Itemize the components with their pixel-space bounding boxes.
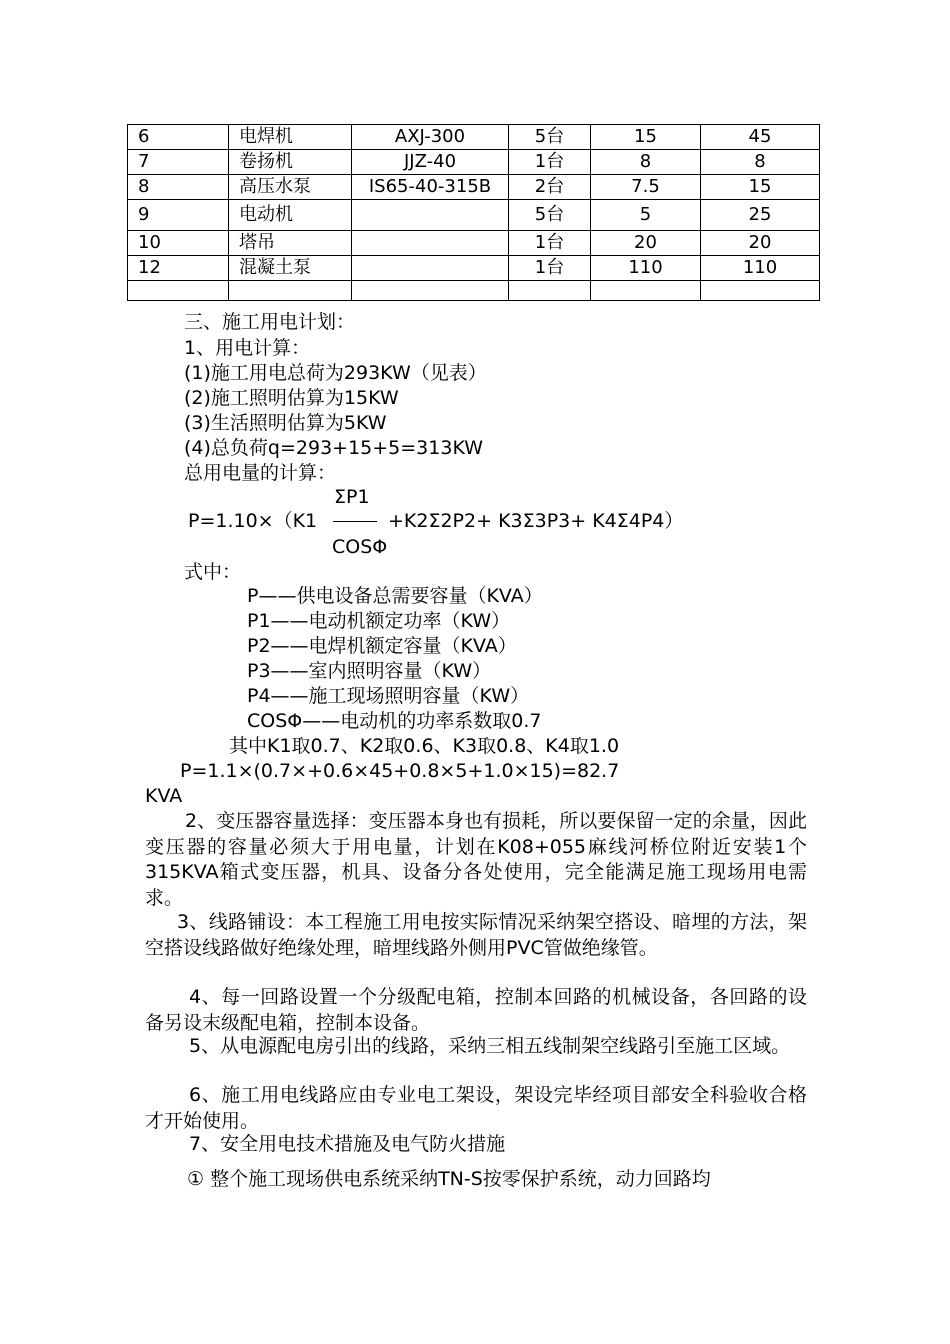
table-cell-name (229, 281, 352, 301)
table-cell-no: 10 (128, 231, 229, 256)
table-cell-name: 电焊机 (229, 125, 352, 150)
table-cell-name: 混凝土泵 (229, 256, 352, 281)
item7-heading: 7、安全用电技术措施及电气防火措施 (189, 1133, 506, 1155)
formula-denominator: COSΦ (332, 536, 388, 558)
calc-item-2: (2)施工照明估算为15KW (184, 387, 399, 409)
table-cell-name: 卷扬机 (229, 150, 352, 175)
definition-p3: P3——室内照明容量（KW） (247, 660, 492, 682)
calc-item-1: (1)施工用电总荷为293KW（见表） (184, 362, 487, 384)
formula-rest: +K2Σ2P2+ K3Σ3P3+ K4Σ4P4） (388, 510, 684, 532)
fraction-bar (333, 521, 377, 522)
table-cell-power: 5 (591, 200, 701, 231)
table-row (128, 200, 820, 231)
definition-p4: P4——施工现场照明容量（KW） (247, 685, 530, 707)
table-cell-model (352, 200, 509, 231)
table-cell-total: 8 (701, 150, 820, 175)
result-unit: KVA (145, 785, 183, 807)
table-row (128, 256, 820, 281)
table-cell-total: 15 (701, 175, 820, 200)
calc-item-4: (4)总负荷q=293+15+5=313KW (184, 437, 484, 459)
table-cell-no (128, 281, 229, 301)
table-cell-power: 110 (591, 256, 701, 281)
table-cell-no: 7 (128, 150, 229, 175)
table-cell-model (352, 256, 509, 281)
definition-cos: COSΦ——电动机的功率系数取0.7 (247, 710, 542, 732)
table-cell-power: 8 (591, 150, 701, 175)
table-cell-total: 25 (701, 200, 820, 231)
where-label: 式中： (184, 561, 242, 583)
table-cell-model (352, 231, 509, 256)
table-cell-power: 15 (591, 125, 701, 150)
table-row (128, 231, 820, 256)
table-cell-no: 6 (128, 125, 229, 150)
table-row (128, 175, 820, 200)
table-cell-total (701, 281, 820, 301)
table-cell-total: 20 (701, 231, 820, 256)
table-cell-qty (509, 281, 591, 301)
table-cell-qty: 5台 (509, 125, 591, 150)
table-cell-no: 8 (128, 175, 229, 200)
table-cell-model: JJZ-40 (352, 150, 509, 175)
table-cell-name: 塔吊 (229, 231, 352, 256)
table-cell-qty: 1台 (509, 256, 591, 281)
paragraph-installation: 6、施工用电线路应由专业电工架设，架设完毕经项目部安全科验收合格才开始使用。 (145, 1084, 807, 1132)
definition-p1: P1——电动机额定功率（KW） (247, 610, 511, 632)
subsection-heading: 1、用电计算： (184, 337, 311, 359)
table-cell-qty: 5台 (509, 200, 591, 231)
table-cell-name: 高压水泵 (229, 175, 352, 200)
table-row (128, 281, 820, 301)
table-cell-power: 20 (591, 231, 701, 256)
paragraph-wiring: 3、线路铺设：本工程施工用电按实际情况采纳架空搭设、暗埋的方法，架空搭设线路做好绝缘处理，暗埋线路外侧用PVC管做绝缘管。 (145, 911, 807, 959)
table-cell-no: 12 (128, 256, 229, 281)
table-cell-model: AXJ-300 (352, 125, 509, 150)
equipment-table (127, 124, 820, 301)
table-cell-model (352, 281, 509, 301)
table-cell-power: 7.5 (591, 175, 701, 200)
table-row (128, 125, 820, 150)
calc-item-3: (3)生活照明估算为5KW (184, 412, 387, 434)
coefficients-line: 其中K1取0.7、K2取0.6、K3取0.8、K4取1.0 (229, 735, 620, 757)
paragraph-power-line: 5、从电源配电房引出的线路，采纳三相五线制架空线路引至施工区域。 (189, 1035, 791, 1057)
definition-p: P——供电设备总需要容量（KVA） (247, 585, 543, 607)
table-cell-qty: 2台 (509, 175, 591, 200)
table-cell-total: 45 (701, 125, 820, 150)
item7-first-measure: ① 整个施工现场供电系统采纳TN-S按零保护系统，动力回路均 (187, 1168, 711, 1190)
table-cell-power (591, 281, 701, 301)
table-cell-qty: 1台 (509, 150, 591, 175)
definition-p2: P2——电焊机额定容量（KVA） (247, 635, 517, 657)
formula-lhs: P=1.10×（K1 (188, 510, 318, 532)
formula-numerator: ΣP1 (334, 486, 370, 508)
table-cell-no: 9 (128, 200, 229, 231)
table-cell-total: 110 (701, 256, 820, 281)
section-heading: 三、施工用电计划： (184, 311, 356, 333)
paragraph-transformer: 2、变压器容量选择：变压器本身也有损耗，所以要保留一定的余量，因此变压器的容量必须大于用电量，计划在K08+055麻线河桥位附近安装1个315KVA箱式变压器，机具、设备分各处使用，完全能满足施工现场用电需求。 (145, 810, 807, 909)
table-cell-name: 电动机 (229, 200, 352, 231)
paragraph-distribution-box: 4、每一回路设置一个分级配电箱，控制本回路的机械设备，各回路的设备另设末级配电箱，控制本设备。 (145, 986, 807, 1034)
table-row (128, 150, 820, 175)
table-cell-qty: 1台 (509, 231, 591, 256)
result-line: P=1.1×(0.7×+0.6×45+0.8×5+1.0×15)=82.7 (180, 760, 620, 782)
table-cell-model: IS65-40-315B (352, 175, 509, 200)
total-calc-label: 总用电量的计算： (184, 462, 337, 484)
